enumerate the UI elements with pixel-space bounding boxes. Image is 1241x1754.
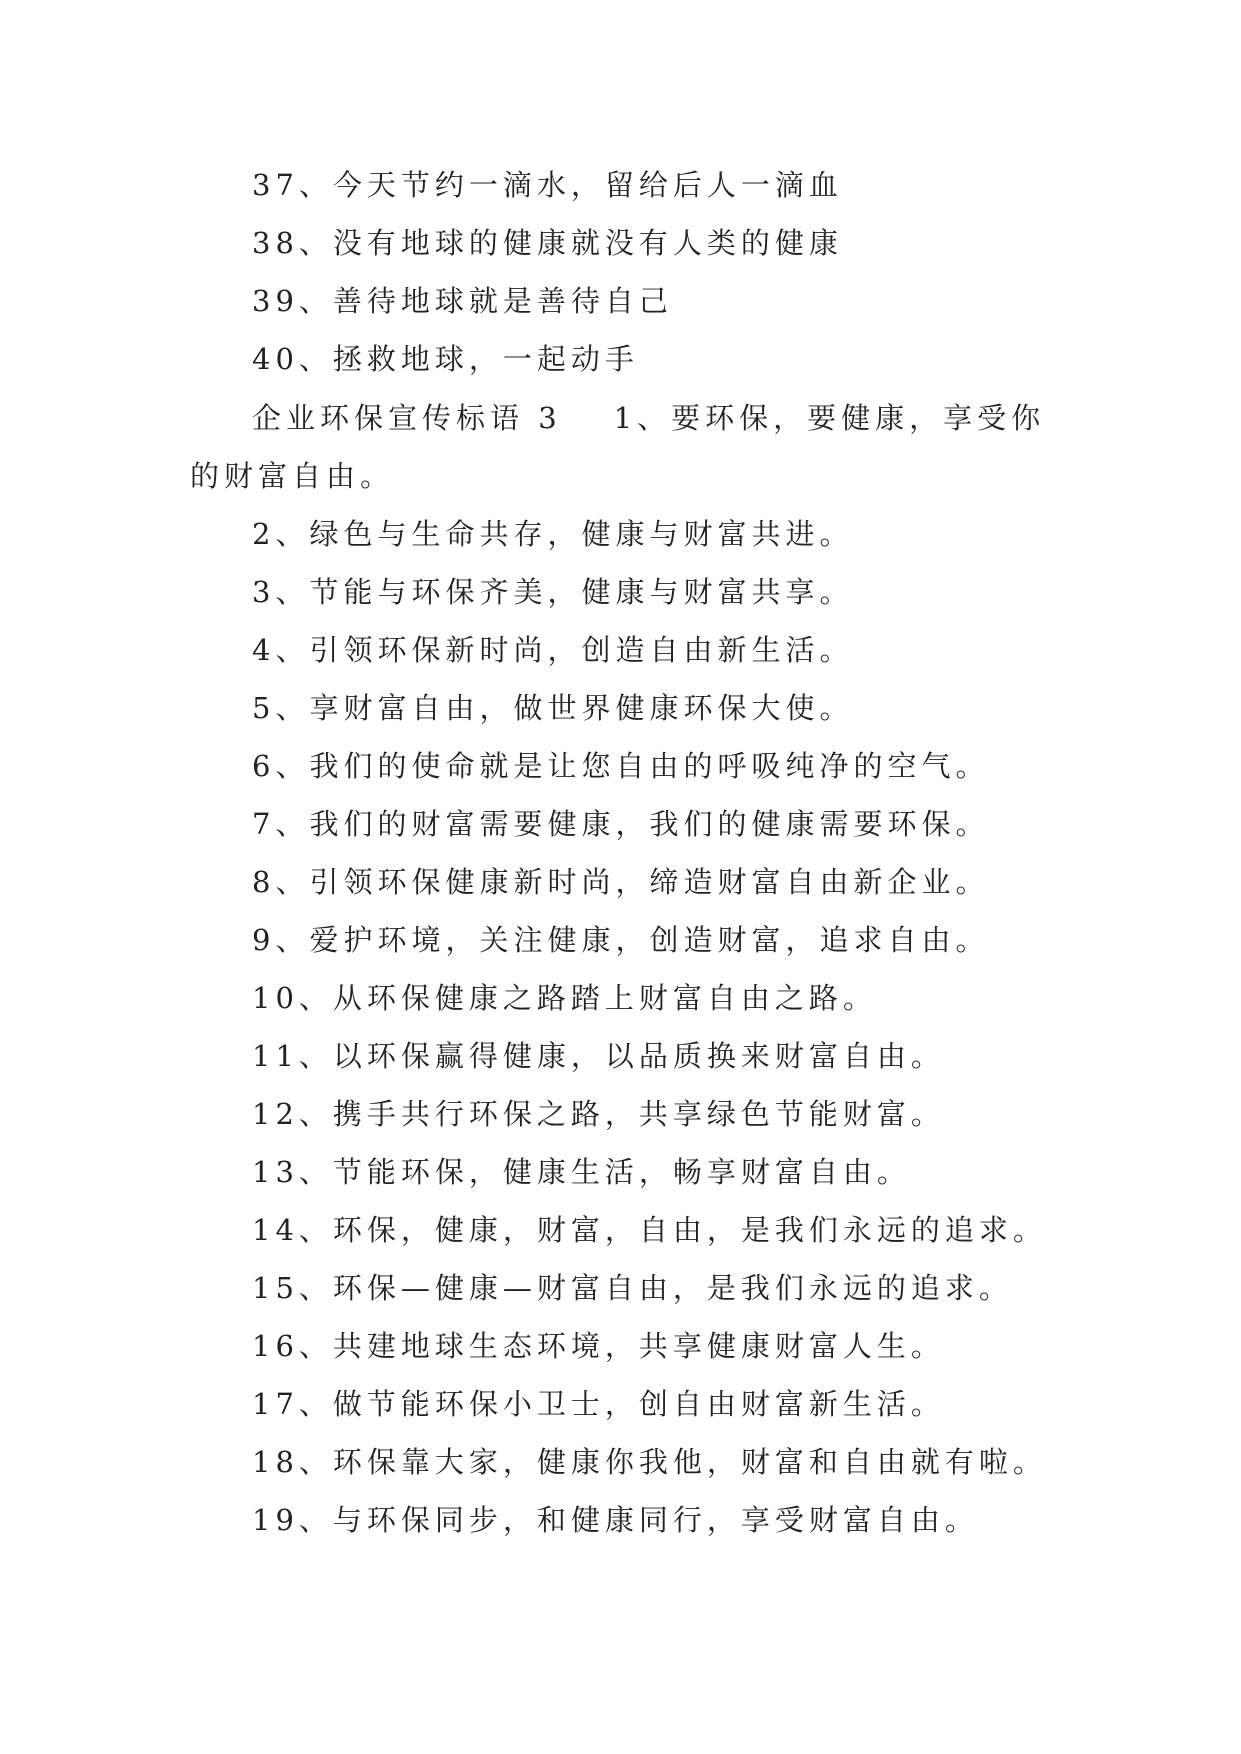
slogan-line-37: 37、今天节约一滴水，留给后人一滴血 xyxy=(252,168,843,202)
slogan-line-5: 5、享财富自由，做世界健康环保大使。 xyxy=(252,691,854,725)
section-heading-line xyxy=(252,398,1045,438)
slogan-line-3: 3、节能与环保齐美，健康与财富共享。 xyxy=(252,575,854,609)
section-heading: 企业环保宣传标语 3 xyxy=(252,401,562,435)
slogan-line-16: 16、共建地球生态环境，共享健康财富人生。 xyxy=(252,1329,945,1363)
slogan-line-17: 17、做节能环保小卫士，创自由财富新生活。 xyxy=(252,1387,945,1421)
slogan-line-1: 1、要环保，要健康，享受你 xyxy=(613,401,1046,435)
slogan-line-8: 8、引领环保健康新时尚，缔造财富自由新企业。 xyxy=(252,865,990,899)
slogan-line-11: 11、以环保赢得健康，以品质换来财富自由。 xyxy=(252,1039,945,1073)
slogan-line-2: 2、绿色与生命共存，健康与财富共进。 xyxy=(252,517,854,551)
slogan-line-12: 12、携手共行环保之路，共享绿色节能财富。 xyxy=(252,1097,945,1131)
slogan-line-18: 18、环保靠大家，健康你我他，财富和自由就有啦。 xyxy=(252,1445,1047,1479)
slogan-line-14: 14、环保，健康，财富，自由，是我们永远的追求。 xyxy=(252,1213,1047,1247)
slogan-line-39: 39、善待地球就是善待自己 xyxy=(252,284,673,318)
slogan-line-7: 7、我们的财富需要健康，我们的健康需要环保。 xyxy=(252,807,990,841)
slogan-line-13: 13、节能环保，健康生活，畅享财富自由。 xyxy=(252,1155,911,1189)
slogan-line-10: 10、从环保健康之路踏上财富自由之路。 xyxy=(252,981,877,1015)
slogan-line-9: 9、爱护环境，关注健康，创造财富，追求自由。 xyxy=(252,923,990,957)
slogan-line-38: 38、没有地球的健康就没有人类的健康 xyxy=(252,226,843,260)
slogan-line-6: 6、我们的使命就是让您自由的呼吸纯净的空气。 xyxy=(252,749,990,783)
slogan-line-1-continued: 的财富自由。 xyxy=(190,459,395,493)
slogan-line-19: 19、与环保同步，和健康同行，享受财富自由。 xyxy=(252,1503,979,1537)
slogan-line-40: 40、拯救地球，一起动手 xyxy=(252,342,639,376)
slogan-line-4: 4、引领环保新时尚，创造自由新生活。 xyxy=(252,633,854,667)
slogan-line-15: 15、环保—健康—财富自由，是我们永远的追求。 xyxy=(252,1271,1013,1305)
